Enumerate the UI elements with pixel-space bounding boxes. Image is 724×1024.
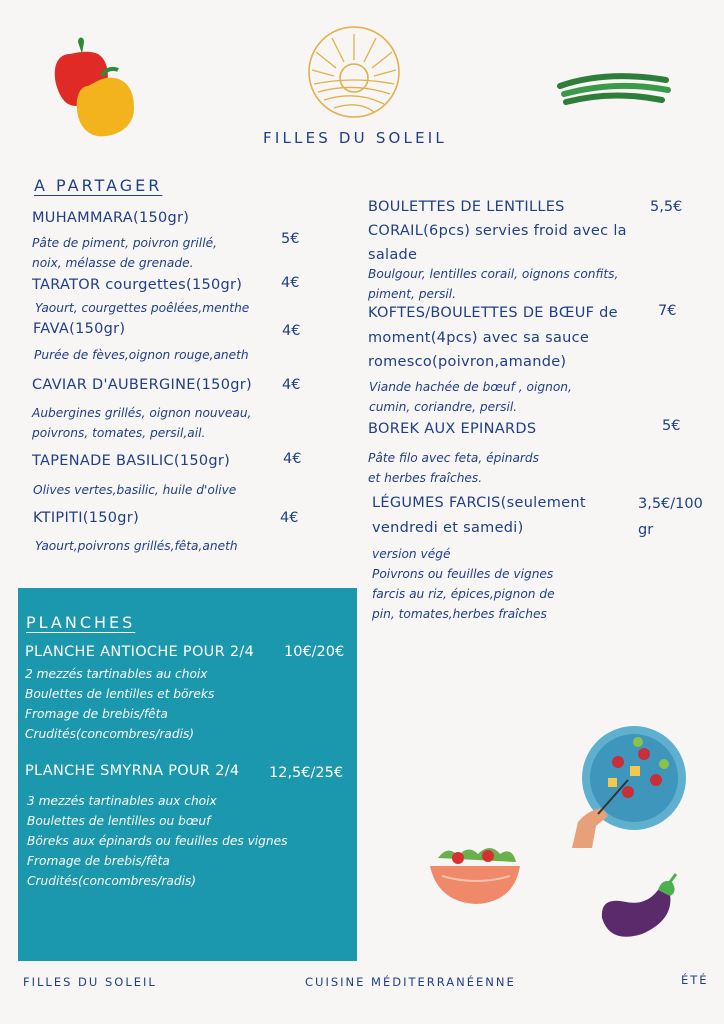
planche-smyrna-desc-4: Fromage de brebis/fêta — [27, 854, 170, 868]
planche-smyrna-price: 12,5€/25€ — [269, 765, 344, 781]
item-name-tarator: TARATOR courgettes(150gr) — [32, 277, 243, 293]
item-desc-fava-1: Purée de fèves,oignon rouge,aneth — [34, 348, 249, 362]
item-desc-koftes-2: cumin, coriandre, persil. — [369, 400, 518, 414]
item-desc-legumes-4: pin, tomates,herbes fraîches — [372, 607, 547, 621]
item-desc-muhammara-1: Pâte de piment, poivron grillé, — [32, 236, 217, 250]
item-desc-koftes-1: Viande hachée de bœuf , oignon, — [369, 380, 572, 394]
item-name-muhammara: MUHAMMARA(150gr) — [32, 210, 190, 226]
item-desc-caviar-1: Aubergines grillés, oignon nouveau, — [32, 406, 252, 420]
item-price-koftes: 7€ — [658, 303, 677, 319]
item-desc-tapenade-1: Olives vertes,basilic, huile d'olive — [33, 483, 237, 497]
brand-title: FILLES DU SOLEIL — [263, 129, 447, 147]
sun-logo-icon — [306, 24, 402, 120]
item-desc-muhammara-2: noix, mélasse de grenade. — [32, 256, 194, 270]
planche-antioche-desc-1: 2 mezzés tartinables au choix — [25, 667, 208, 681]
item-name-boulettes-lentilles-3: salade — [368, 247, 418, 263]
salad-bowl-hand-illustration — [568, 722, 692, 850]
item-price-legumes-1: 3,5€/100 — [638, 496, 703, 512]
item-name-boulettes-lentilles-2: CORAIL(6pcs) servies froid avec la — [368, 223, 627, 239]
item-price-borek: 5€ — [662, 418, 681, 434]
footer-season: ÉTÉ — [681, 973, 709, 987]
planche-antioche-desc-4: Crudités(concombres/radis) — [25, 727, 195, 741]
item-price-tarator: 4€ — [281, 275, 300, 291]
planche-smyrna-desc-3: Böreks aux épinards ou feuilles des vignes — [27, 834, 288, 848]
item-desc-boulettes-lentilles-1: Boulgour, lentilles corail, oignons confits, — [368, 267, 619, 281]
item-name-borek: BOREK AUX EPINARDS — [368, 421, 537, 437]
item-price-legumes-2: gr — [638, 522, 654, 538]
item-desc-boulettes-lentilles-2: piment, persil. — [368, 287, 456, 301]
planche-smyrna-desc-5: Crudités(concombres/radis) — [27, 874, 197, 888]
item-price-fava: 4€ — [282, 323, 301, 339]
item-name-legumes-1: LÉGUMES FARCIS(seulement — [372, 495, 586, 511]
item-desc-borek-1: Pâte filo avec feta, épinards — [368, 451, 540, 465]
item-desc-legumes-1: version végé — [372, 547, 451, 561]
item-name-ktipiti: KTIPITI(150gr) — [33, 510, 140, 526]
item-desc-borek-2: et herbes fraîches. — [368, 471, 483, 485]
item-name-caviar: CAVIAR D'AUBERGINE(150gr) — [32, 377, 252, 393]
item-desc-caviar-2: poivrons, tomates, persil,ail. — [32, 426, 206, 440]
footer-cuisine: CUISINE MÉDITERRANÉENNE — [305, 975, 516, 989]
item-price-caviar: 4€ — [282, 377, 301, 393]
planche-antioche-price: 10€/20€ — [284, 644, 345, 660]
planche-smyrna-name: PLANCHE SMYRNA POUR 2/4 — [25, 763, 240, 779]
item-price-ktipiti: 4€ — [280, 510, 299, 526]
item-name-koftes-1: KOFTES/BOULETTES DE BŒUF de — [368, 305, 618, 321]
item-desc-legumes-3: farcis au riz, épices,pignon de — [372, 587, 555, 601]
planche-antioche-name: PLANCHE ANTIOCHE POUR 2/4 — [25, 644, 255, 660]
planche-antioche-desc-2: Boulettes de lentilles et böreks — [25, 687, 215, 701]
salad-bowl-illustration — [428, 842, 522, 908]
footer-brand: FILLES DU SOLEIL — [23, 975, 157, 989]
item-name-koftes-2: moment(4pcs) avec sa sauce — [368, 330, 590, 346]
item-desc-ktipiti-1: Yaourt,poivrons grillés,fêta,aneth — [35, 539, 238, 553]
item-name-tapenade: TAPENADE BASILIC(150gr) — [32, 453, 231, 469]
eggplant-illustration — [596, 872, 680, 942]
item-name-legumes-2: vendredi et samedi) — [372, 520, 524, 536]
item-desc-legumes-2: Poivrons ou feuilles de vignes — [372, 567, 554, 581]
planche-smyrna-desc-1: 3 mezzés tartinables aux choix — [27, 794, 217, 808]
planche-antioche-desc-3: Fromage de brebis/fêta — [25, 707, 168, 721]
planche-smyrna-desc-2: Boulettes de lentilles ou bœuf — [27, 814, 211, 828]
item-price-muhammara: 5€ — [281, 231, 300, 247]
section-title-share: A PARTAGER — [34, 176, 163, 195]
bell-peppers-illustration — [48, 36, 140, 142]
item-desc-tarator-1: Yaourt, courgettes poêlées,menthe — [35, 301, 250, 315]
item-name-boulettes-lentilles-1: BOULETTES DE LENTILLES — [368, 199, 565, 215]
item-name-koftes-3: romesco(poivron,amande) — [368, 354, 567, 370]
item-price-tapenade: 4€ — [283, 451, 302, 467]
section-title-planches: PLANCHES — [26, 613, 136, 632]
green-beans-illustration — [556, 66, 672, 110]
item-name-fava: FAVA(150gr) — [33, 321, 126, 337]
item-price-boulettes-lentilles: 5,5€ — [650, 199, 683, 215]
